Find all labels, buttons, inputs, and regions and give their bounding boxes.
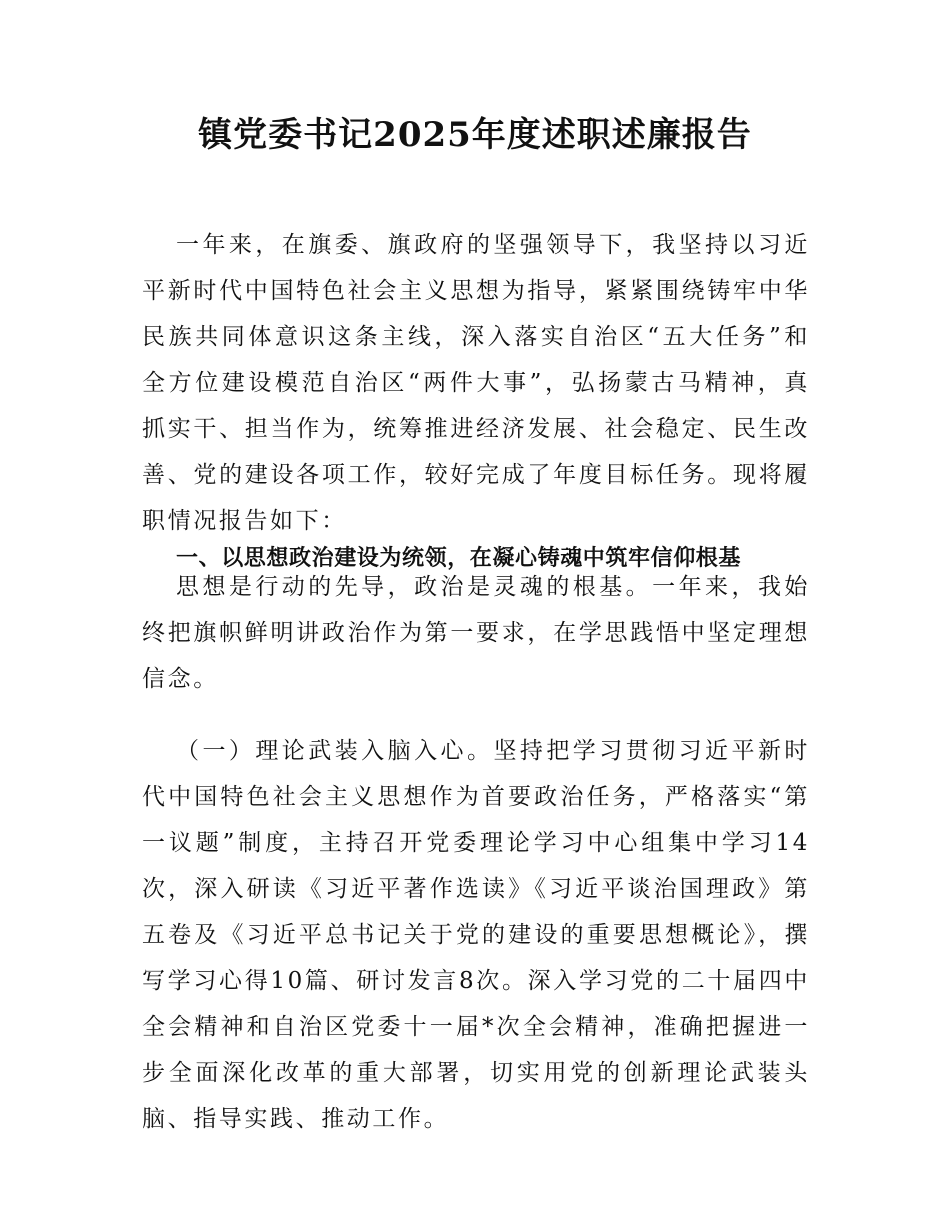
subsection-1-body: 坚持把学习贯彻习近平新时代中国特色社会主义思想作为首要政治任务，严格落实“第一议题”制度，主持召开党委理论学习中心组集中学习14次，深入研读《习近平著作选读》《习近平谈治国理政》第五卷及《习近平总书记关于党的建设的重要思想概论》，撰写学习心得10篇、研讨发言8次。深入学习党的二十届四中全会精神和自治区党委十一届*次全会精神，准确把握进一步全面深化改革的重大部署，切实用党的创新理论武装头脑、指导实践、推动工作。 [142,738,811,1132]
intro-paragraph: 一年来，在旗委、旗政府的坚强领导下，我坚持以习近平新时代中国特色社会主义思想为指导，紧紧围绕铸牢中华民族共同体意识这条主线，深入落实自治区“五大任务”和全方位建设模范自治区“两件大事”，弘扬蒙古马精神，真抓实干、担当作为，统筹推进经济发展、社会稳定、民生改善、党的建设各项工作，较好完成了年度目标任务。现将履职情况报告如下： [142,232,810,534]
section-1-intro-paragraph: 思想是行动的先导，政治是灵魂的根基。一年来，我始终把旗帜鲜明讲政治作为第一要求，在学思践悟中坚定理想信念。 [142,574,810,692]
section-1-heading: 一、以思想政治建设为统领，在凝心铸魂中筑牢信仰根基 [176,546,742,571]
subsection-1-lead: （一）理论武装入脑入心。 [176,738,494,764]
page-title: 镇党委书记2025年度述职述廉报告 [198,115,752,155]
subsection-1-paragraph [142,728,810,1142]
